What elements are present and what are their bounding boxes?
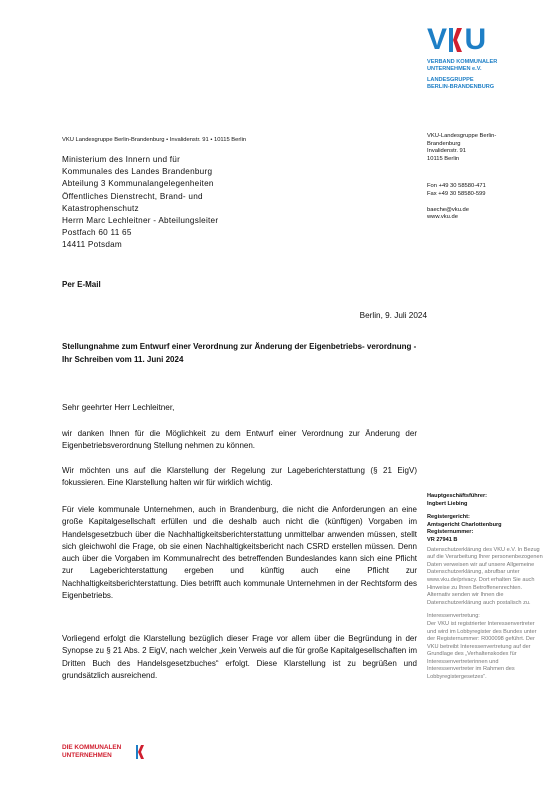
recipient-line: Abteilung 3 Kommunalangelegenheiten [62,179,214,189]
salutation: Sehr geehrter Herr Lechleitner, [62,403,175,412]
sidebar-contact [427,133,537,222]
logo-group: LANDESGRUPPE BERLIN-BRANDENBURG [427,77,495,90]
footer-logo-line1: DIE KOMMUNALEN [62,744,122,751]
logo-k-mark-icon [448,27,464,53]
recipient-line: Kommunales des Landes Brandenburg [62,167,213,177]
ceo-label: Hauptgeschäftsführer: [427,493,487,499]
sidebar-legal [427,493,545,682]
lobby-notice: Der VKU ist registrierter Interessenvertreter und wird im Lobbyregister des Bundes unter der Registernummer: R000098 geführt. Der VKU betreibt Interessenvertretung auf der Grundlage des „Verhaltenskodex für Interessenvertreterinnen und Interessenvertreter im Rahmen des Lobbyregistergesetzes“. [427,620,537,681]
logo-letter-v: V [427,23,447,56]
court-label: Registergericht: [427,514,470,521]
sidebar-web-link[interactable]: www.vku.de [427,214,458,221]
sidebar-fax: Fax +49 30 58580-599 [427,190,486,197]
sender-return-address: VKU Landesgruppe Berlin-Brandenburg • Invalidenstr. 91 • 10115 Berlin [62,137,247,143]
recipient-address [62,154,322,252]
sidebar-phone: Fon +49 30 58580-471 [427,183,486,190]
lobby-label: Interessenvertretung: [427,613,480,620]
body-paragraph: Wir möchten uns auf die Klarstellung der Regelung zur Lageberichterstattung (§ 21 EigV) fokussieren. Eine Klarstellung halten wir für wirklich wichtig. [62,466,417,488]
sidebar-org-line: 10115 Berlin [427,155,460,162]
recipient-line: Ministerium des Innern und für [62,155,181,164]
privacy-notice: Datenschutzerklärung des VKU e.V. In Bezug auf die Verarbeitung Ihrer personenbezogenen Daten verweisen wir auf unsere Allgemeine Datenschutzerklärung, abrufbar unter www.vku.de/privacy. Dort erhalten Sie auch Hinweise zu Ihren Betroffenenrechten. Alternativ senden wir Ihnen die Datenschutzerklärung auch postalisch zu. [427,546,543,606]
sidebar-email-link[interactable]: baeche@vku.de [427,206,469,213]
sidebar-org-line: Invalidenstr. 91 [427,148,466,155]
ceo-name: Ingbert Liebing [427,500,468,507]
footer-logo [62,744,142,766]
body-paragraph: wir danken Ihnen für die Möglichkeit zu dem Entwurf einer Verordnung zur Änderung der Eigenbetriebsverordnung Stellung nehmen zu können. [62,429,417,451]
body-paragraph: Vorliegend erfolgt die Klarstellung bezüglich dieser Frage vor allem über die Begründung in der Synopse zu § 21 Abs. 2 EigV, nach welcher „kein Verweis auf die für große Kapitalgesellschaften im Dritten Buch des Handelsgesetzbuches“ erfolgt. Diese Klarstellung ist zu begrüßen und grundsätzlich ausreichend. [62,634,417,680]
court-name: Amtsgericht Charlottenburg [427,521,502,528]
recipient-line: Herrn Marc Lechleitner - Abteilungsleiter [62,216,219,226]
body-paragraph: Für viele kommunale Unternehmen, auch in Brandenburg, die nicht die Anforderungen an eine große Kapitalgesellschaft erfüllen und die deshalb auch nicht die (künftigen) Vorgaben im Handelsgesetzbuch über die Nachhaltigkeitsberichterstattung unmittelbar anwenden müssen, stellt sich gleichwohl die Frage, ob sie einen Nachhaltigkeitsbericht nach CSRD erstellen müssen. Denn auch über die Vorgaben im Kommunalrecht des betreffenden Bundeslandes kann sich eine Pflicht zur Lageberichterstattung ergeben und künftig auch eine Pflicht zur Nachhaltigkeitsberichterstattung. Dies betrifft auch kommunale Unternehmen in der Rechtsform des Eigenbetriebs. [62,505,417,601]
recipient-line: 14411 Potsdam [62,240,122,250]
logo-subtitle: VERBAND KOMMUNALER UNTERNEHMEN e.V. [427,59,498,72]
letter-subject: Stellungnahme zum Entwurf einer Verordnung zur Änderung der Eigenbetriebs- verordnung - Ihr Schreiben vom 11. Juni 2024 [62,342,417,364]
logo-letter-u: U [464,23,486,56]
letter-date: Berlin, 9. Juli 2024 [359,311,427,320]
footer-logo-line2: UNTERNEHMEN [62,752,112,759]
regnum-label: Registernummer: [427,529,474,536]
footer-k-mark-icon [136,745,144,759]
sidebar-org-line: Brandenburg [427,140,461,147]
recipient-line: Katastrophenschutz [62,203,139,213]
sidebar-org-line: VKU-Landesgruppe Berlin- [427,133,497,139]
vku-logo [427,24,539,91]
regnum-value: VR 27941 B [427,536,458,543]
delivery-method: Per E-Mail [62,280,101,289]
recipient-line: Postfach 60 11 65 [62,228,132,238]
recipient-line: Öffentliches Dienstrecht, Brand- und [62,191,203,201]
vku-wordmark [427,24,539,56]
